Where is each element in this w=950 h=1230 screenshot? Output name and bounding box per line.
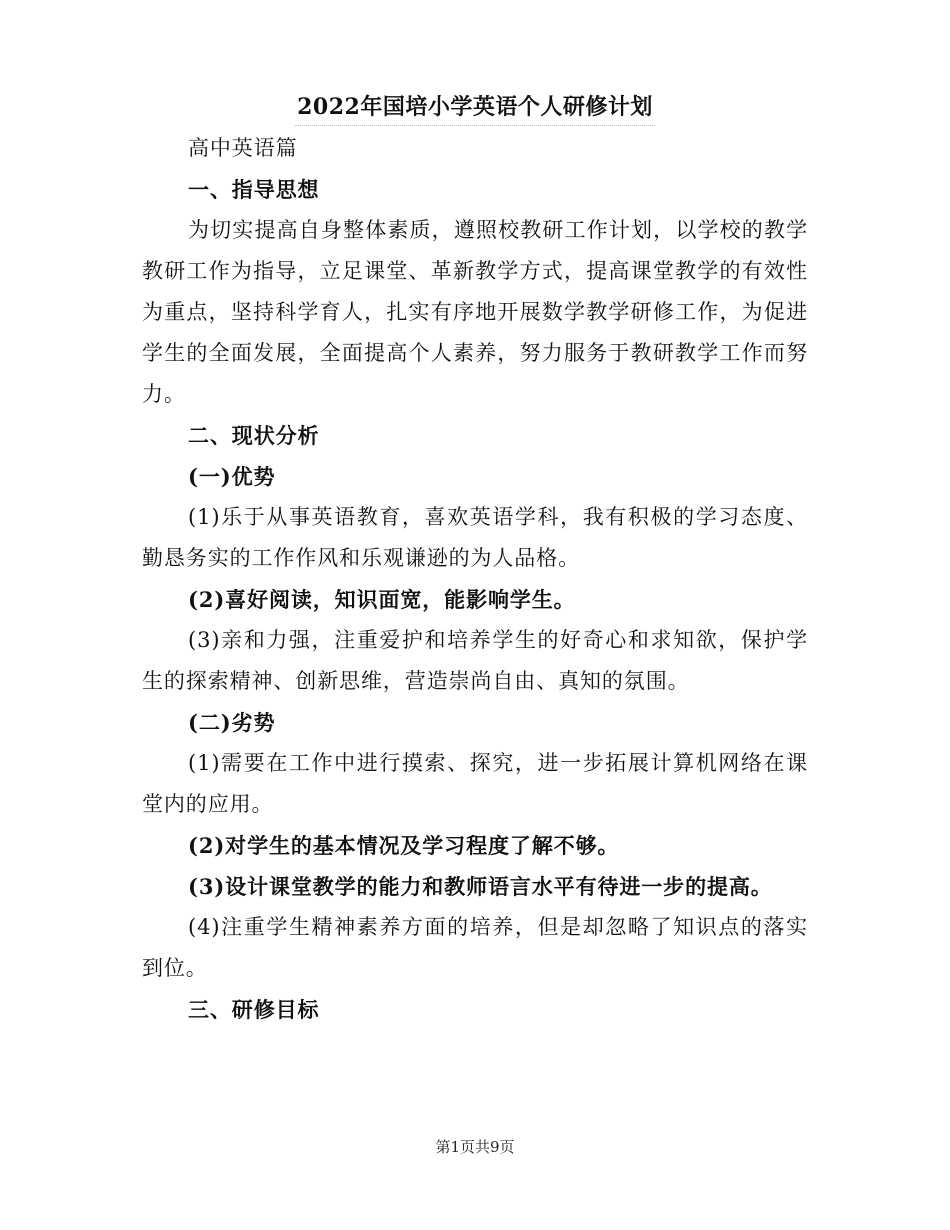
heading-strengths: (一)优势 bbox=[188, 464, 276, 489]
paragraph-strength-3: (3)亲和力强，注重爱护和培养学生的好奇心和求知欲，保护学生的探索精神、创新思维，营造崇尚自由、真知的氛围。 bbox=[142, 628, 808, 693]
paragraph-strength-1: (1)乐于从事英语教育，喜欢英语学科，我有积极的学习态度、勤恳务实的工作作风和乐观谦逊的为人品格。 bbox=[142, 505, 808, 570]
document-title bbox=[0, 90, 950, 126]
document-body bbox=[142, 128, 808, 1030]
page-footer: 第1页共9页 bbox=[435, 1138, 515, 1156]
heading-weaknesses: (二)劣势 bbox=[188, 710, 276, 735]
paragraph-strength-2: (2)喜好阅读，知识面宽，能影响学生。 bbox=[188, 587, 576, 612]
paragraph-weakness-3: (3)设计课堂教学的能力和教师语言水平有待进一步的提高。 bbox=[188, 874, 773, 899]
paragraph-weakness-2: (2)对学生的基本情况及学习程度了解不够。 bbox=[188, 833, 620, 858]
paragraph-weakness-4: (4)注重学生精神素养方面的培养，但是却忽略了知识点的落实到位。 bbox=[142, 915, 808, 980]
paragraph-subtitle: 高中英语篇 bbox=[188, 136, 298, 160]
document-title-text: 2022年国培小学英语个人研修计划 bbox=[295, 90, 655, 126]
heading-research-goals: 三、研修目标 bbox=[188, 997, 320, 1022]
paragraph-weakness-1: (1)需要在工作中进行摸索、探究，进一步拓展计算机网络在课堂内的应用。 bbox=[142, 751, 808, 816]
heading-guiding-ideology: 一、指导思想 bbox=[188, 177, 320, 202]
paragraph-guiding-ideology: 为切实提高自身整体素质，遵照校教研工作计划，以学校的教学教研工作为指导，立足课堂、革新教学方式，提高课堂教学的有效性为重点，坚持科学育人，扎实有序地开展数学教学研修工作，为促进学生的全面发展，全面提高个人素养，努力服务于教研教学工作而努力。 bbox=[142, 218, 808, 406]
heading-status-analysis: 二、现状分析 bbox=[188, 423, 320, 448]
